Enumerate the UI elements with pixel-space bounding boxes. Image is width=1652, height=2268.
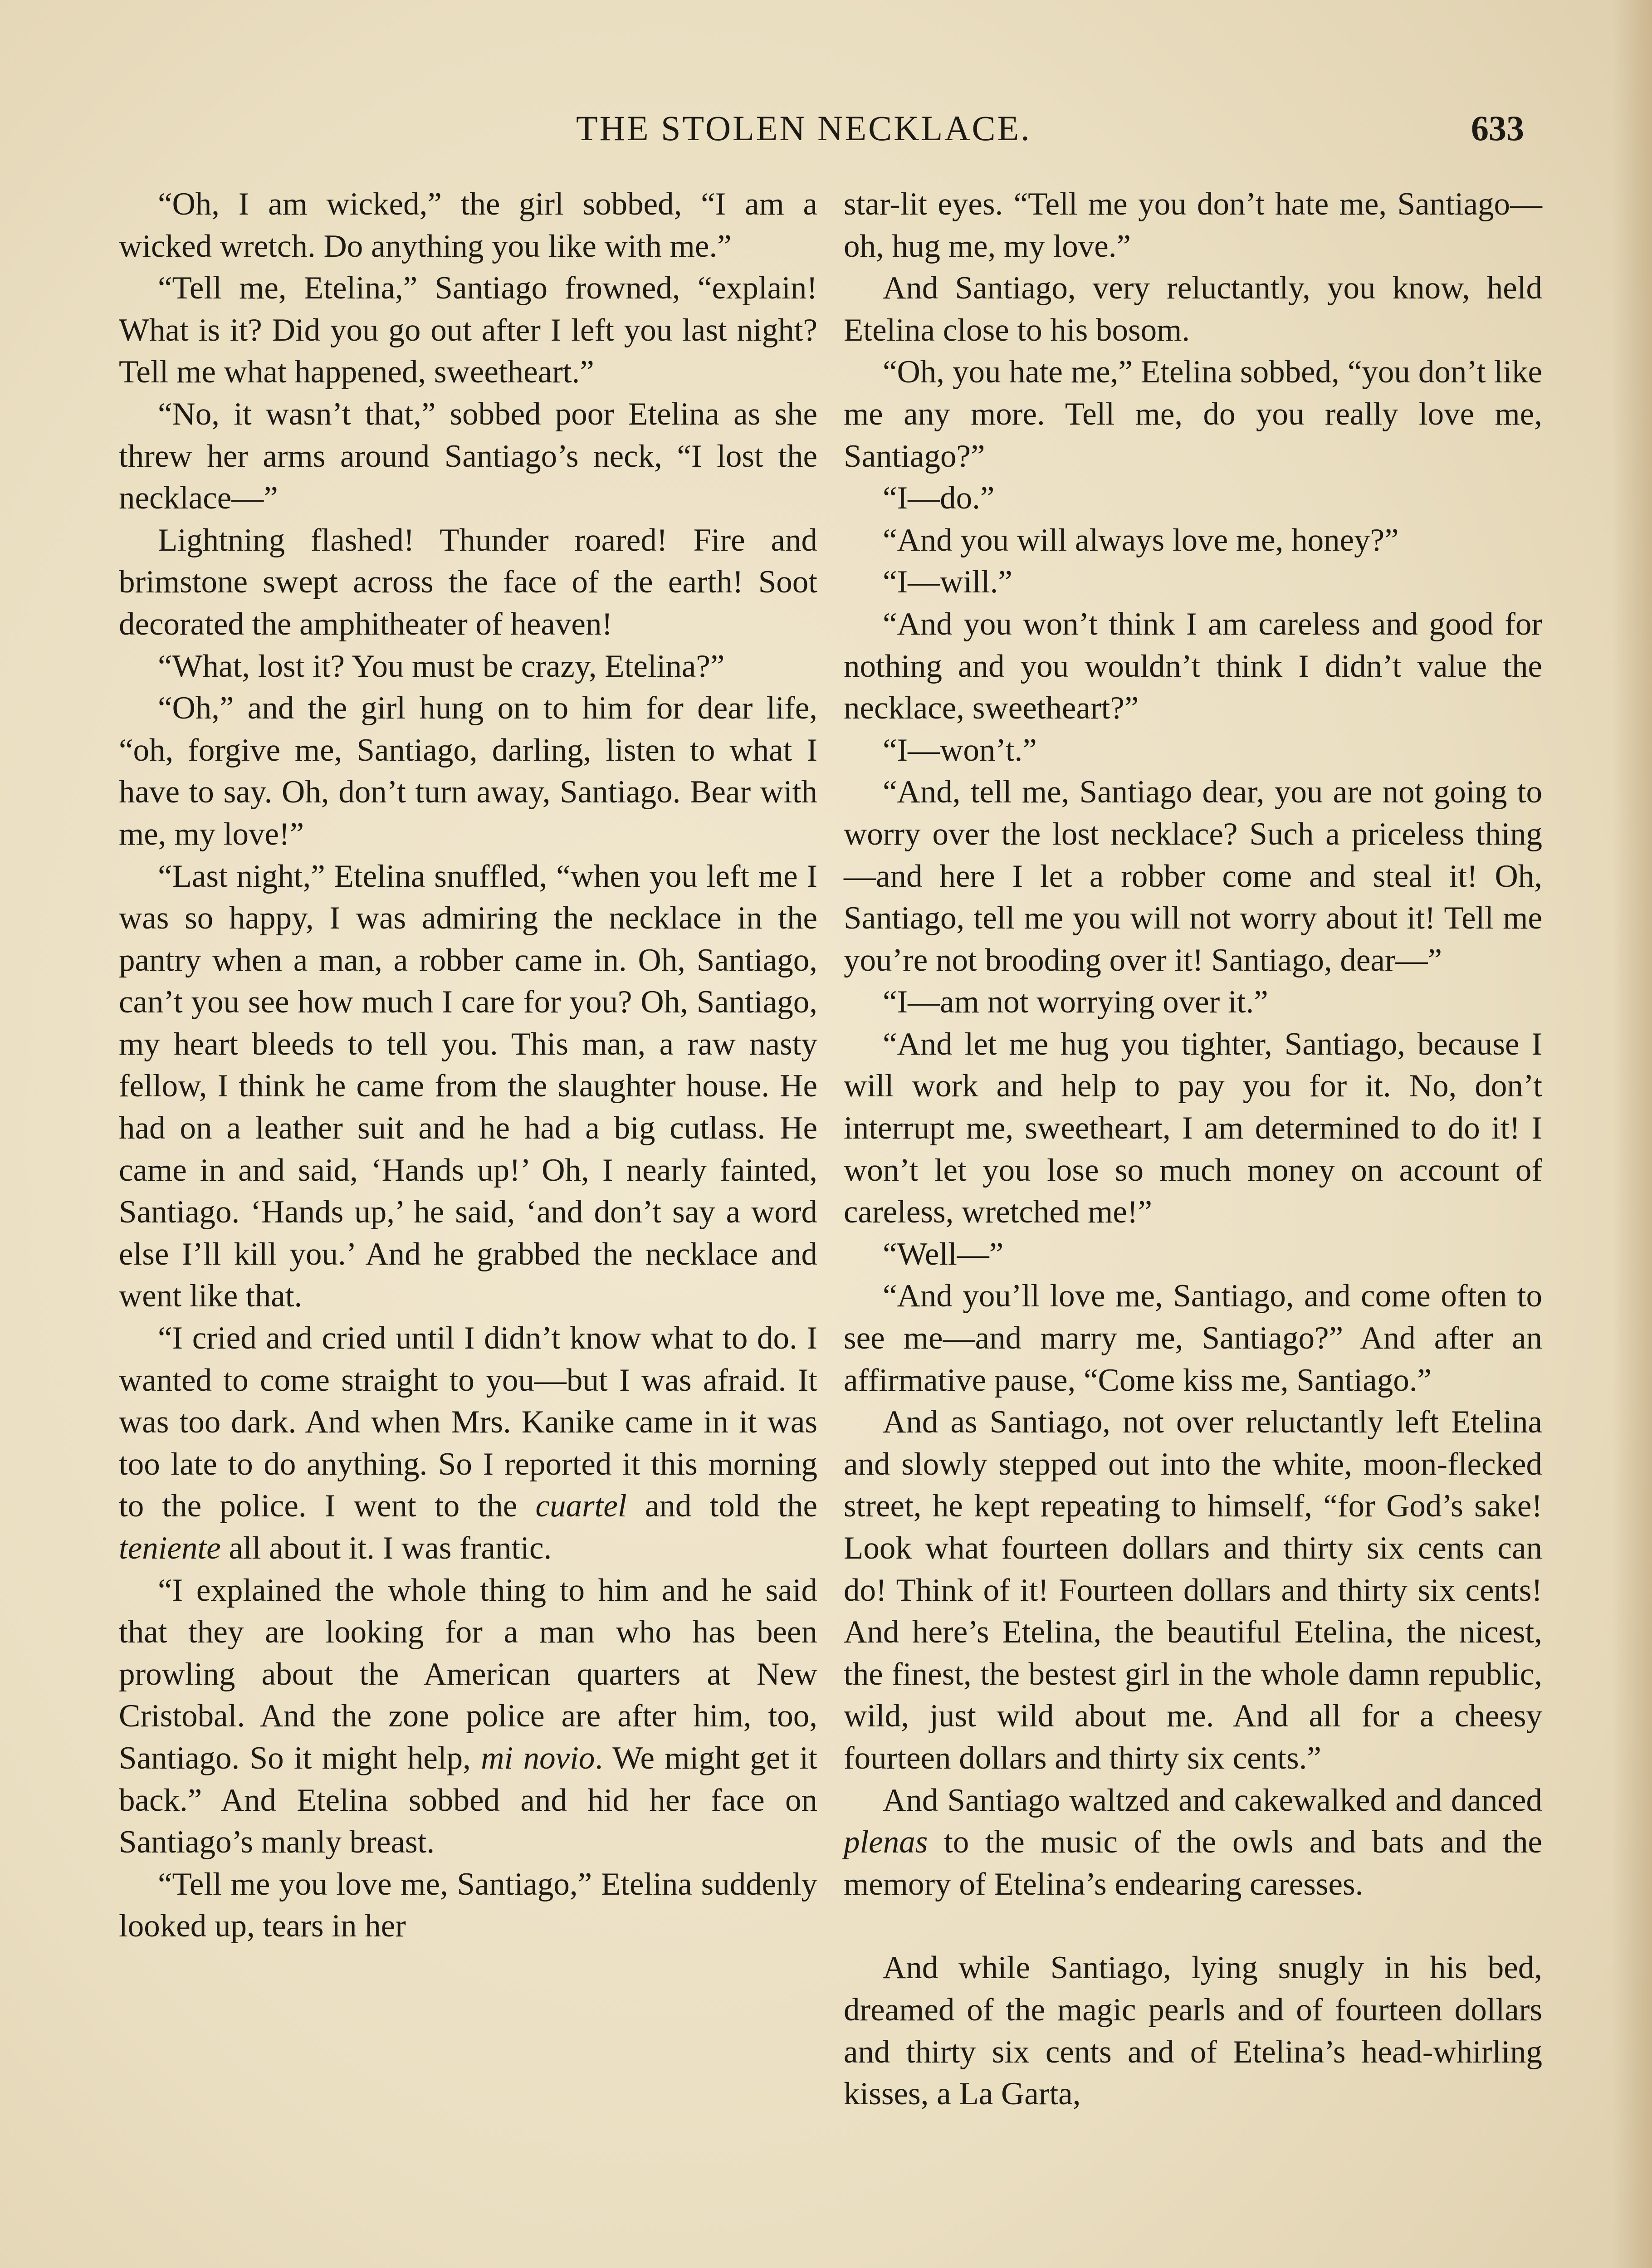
paragraph [844,1779,1542,1906]
right-column [844,183,1542,2115]
paragraph: “I—won’t.” [883,732,1037,768]
paragraph: “Oh,” and the girl hung on to him for dear life, “oh, forgive me, Santiago, darling, listen to what I have to say. Oh, don’t turn away, Santiago. Bear with me, my love!” [119,690,817,852]
text-run: And Santiago waltzed and cakewalked and danced [883,1782,1542,1818]
paragraph: “Well—” [883,1236,1004,1272]
page-number: 633 [1471,108,1524,148]
page-edge-shading [1611,0,1652,2268]
italic-word: cuartel [535,1488,627,1524]
paragraph-continued: star-lit eyes. “Tell me you don’t hate me, Santiago—oh, hug me, my love.” [844,186,1542,264]
text-run: . We might get it back.” And Etelina sobbed and hid her face on Santiago’s manly breast. [119,1740,817,1860]
paragraph: “I—do.” [883,480,995,516]
paragraph: “Oh, I am wicked,” the girl sobbed, “I am a wicked wretch. Do anything you like with me.” [119,186,817,264]
paragraph: “I—am not worrying over it.” [883,984,1268,1020]
running-title: THE STOLEN NECKLACE. [576,108,1031,148]
italic-word: plenas [844,1824,928,1860]
text-run: and told the [645,1488,817,1524]
text-run: “I cried and cried until I didn’t know what to do. I wanted to come straight to you—but I was afraid. It was too dark. And when Mrs. Kanike came in it was too late to do anything. So I reported it this morning to the police. I went to the [119,1320,817,1524]
paragraph [119,1569,817,1863]
paragraph: “And, tell me, Santiago dear, you are not going to worry over the lost necklace? Such a priceless thing—and here I let a robber come and steal it! Oh, Santiago, tell me you will not worry about it! Tell me you’re not brooding over it! Santiago, dear—” [844,774,1542,978]
paragraph: And Santiago, very reluctantly, you know, held Etelina close to his bosom. [844,270,1542,348]
paragraph: And as Santiago, not over reluctantly left Etelina and slowly stepped out into the white, moon-flecked street, he kept repeating to himself, “for God’s sake! Look what fourteen dollars and thirty six cents can do! Think of it! Fourteen dollars and thirty six cents! And here’s Etelina, the beautiful Etelina, the nicest, the finest, the bestest girl in the whole damn republic, wild, just wild about me. And all for a cheesy fourteen dollars and thirty six cents.” [844,1404,1542,1776]
paragraph: “What, lost it? You must be crazy, Etelina?” [158,648,725,684]
paragraph: “I—will.” [883,564,1012,600]
text-run: all about it. I was frantic. [229,1530,552,1566]
paragraph: “Oh, you hate me,” Etelina sobbed, “you don’t like me any more. Tell me, do you really love me, Santiago?” [844,354,1542,474]
paragraph: “And you will always love me, honey?” [883,522,1399,558]
paragraph [119,1317,817,1569]
paragraph: “Last night,” Etelina snuffled, “when you left me I was so happy, I was admiring the necklace in the pantry when a man, a robber came in. Oh, Santiago, can’t you see how much I care for you? Oh, Santiago, my heart bleeds to tell you. This man, a raw nasty fellow, I think he came from the slaughter house. He had on a leather suit and he had a big cutlass. He came in and said, ‘Hands up!’ Oh, I nearly fainted, Santiago. ‘Hands up,’ he said, ‘and don’t say a word else I’ll kill you.’ And he grabbed the necklace and went like that. [119,858,817,1314]
left-column [119,183,817,1947]
text-run: “I explained the whole thing to him and he said that they are looking for a man who has been prowling about the American quarters at New Cristobal. And the zone police are after him, too, Santiago. So it might help, [119,1572,817,1776]
paragraph: “And let me hug you tighter, Santiago, because I will work and help to pay you for it. No, don’t interrupt me, sweetheart, I am determined to do it! I won’t let you lose so much money on account of careless, wretched me!” [844,1026,1542,1230]
paragraph: And while Santiago, lying snugly in his bed, dreamed of the magic pearls and of fourteen dollars and thirty six cents and of Etelina’s head-whirling kisses, a La Garta, [844,1950,1542,2112]
paragraph: “Tell me you love me, Santiago,” Etelina suddenly looked up, tears in her [119,1866,817,1944]
italic-word: mi novio [481,1740,595,1776]
paragraph: “No, it wasn’t that,” sobbed poor Etelina as she threw her arms around Santiago’s neck, “I lost the necklace—” [119,396,817,516]
page-header [113,103,1542,153]
text-run: to the music of the owls and bats and the memory of Etelina’s endearing caresses. [844,1824,1543,1902]
paragraph: “And you won’t think I am careless and good for nothing and you wouldn’t think I didn’t value the necklace, sweetheart?” [844,606,1542,726]
paragraph: “And you’ll love me, Santiago, and come often to see me—and marry me, Santiago?” And after an affirmative pause, “Come kiss me, Santiago.” [844,1278,1542,1398]
italic-word: teniente [119,1530,221,1566]
paragraph: Lightning flashed! Thunder roared! Fire and brimstone swept across the face of the earth! Soot decorated the amphitheater of heaven! [119,522,817,642]
paragraph: “Tell me, Etelina,” Santiago frowned, “explain! What is it? Did you go out after I left you last night? Tell me what happened, sweetheart.” [119,270,817,390]
